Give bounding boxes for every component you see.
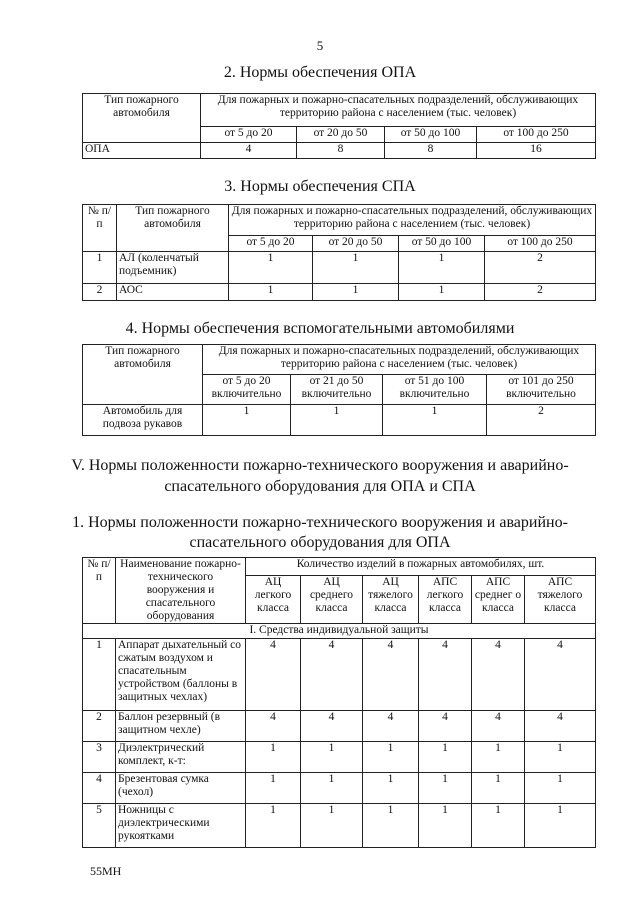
cell-value: 1 <box>525 804 596 848</box>
cell-value: 1 <box>419 742 472 773</box>
section-3-title: 3. Нормы обеспечения СПА <box>224 178 416 195</box>
cell-value: 1 <box>301 742 363 773</box>
cell-value: 2 <box>487 405 596 436</box>
vehicle-class-header: АЦ среднего класса <box>301 575 363 623</box>
cell-value: 1 <box>363 773 419 804</box>
row-number: 4 <box>83 773 116 804</box>
cell-value: 2 <box>485 284 596 301</box>
cell-value: 1 <box>313 284 399 301</box>
cell-value: 4 <box>201 143 297 159</box>
footer-code: 55МН <box>90 864 122 878</box>
col-equipment-name: Наименование пожарно-технического вооружения и спасательного оборудования <box>116 558 246 624</box>
cell-value: 1 <box>246 804 301 848</box>
section-4-title: 4. Нормы обеспечения вспомогательными автомобилями <box>125 320 515 337</box>
col-vehicle-type: Тип пожарного автомобиля <box>117 205 229 252</box>
page-number: 5 <box>316 38 324 53</box>
cell-value: 8 <box>297 143 385 159</box>
cell-value: 4 <box>363 711 419 742</box>
cell-value: 1 <box>472 742 525 773</box>
row-number: 2 <box>83 711 116 742</box>
equipment-norms-table <box>82 557 596 848</box>
cell-value: 1 <box>363 742 419 773</box>
cell-value: 4 <box>419 711 472 742</box>
cell-value: 1 <box>246 742 301 773</box>
row-name: Ножницы с диэлектрическими рукоятками <box>116 804 246 848</box>
cell-value: 4 <box>419 639 472 711</box>
col-units-header: Для пожарных и пожарно-спасательных подразделений, обслуживающих территорию района с населением (тыс. человек) <box>201 94 596 127</box>
row-name: Автомобиль для подвоза рукавов <box>83 405 203 436</box>
opa-norms-table <box>82 93 596 159</box>
cell-value: 1 <box>472 773 525 804</box>
range-header: от 5 до 20 включительно <box>203 375 291 405</box>
col-vehicle-type: Тип пожарного автомобиля <box>83 94 201 143</box>
cell-value: 4 <box>301 639 363 711</box>
subsection-1-title-line1: 1. Нормы положенности пожарно-технического вооружения и аварийно- <box>72 514 568 531</box>
cell-value: 4 <box>246 639 301 711</box>
cell-value: 16 <box>477 143 596 159</box>
cell-value: 1 <box>363 804 419 848</box>
row-number: 5 <box>83 804 116 848</box>
cell-value: 1 <box>525 742 596 773</box>
auxiliary-vehicles-table <box>82 344 596 436</box>
chapter-v-title-line1: V. Нормы положенности пожарно-технического вооружения и аварийно- <box>71 457 569 474</box>
cell-value: 1 <box>246 773 301 804</box>
col-vehicle-type: Тип пожарного автомобиля <box>83 345 203 405</box>
range-header: от 50 до 100 <box>399 236 485 252</box>
spa-norms-table <box>82 204 596 301</box>
cell-value: 2 <box>485 252 596 284</box>
vehicle-class-header: АЦ легкого класса <box>246 575 301 623</box>
range-header: от 101 до 250 включительно <box>487 375 596 405</box>
vehicle-class-header: АПС легкого класса <box>419 575 472 623</box>
subsection-1-title-line2: спасательного оборудования для ОПА <box>189 534 451 551</box>
col-units-header: Для пожарных и пожарно-спасательных подразделений, обслуживающих территорию района с населением (тыс. человек) <box>229 205 596 236</box>
col-units-header: Для пожарных и пожарно-спасательных подразделений, обслуживающих территорию района с населением (тыс. человек) <box>203 345 596 375</box>
cell-value: 4 <box>525 639 596 711</box>
row-name: Диэлектрический комплект, к-т: <box>116 742 246 773</box>
cell-value: 4 <box>301 711 363 742</box>
range-header: от 5 до 20 <box>229 236 313 252</box>
range-header: от 21 до 50 включительно <box>291 375 383 405</box>
row-number: 2 <box>83 284 117 301</box>
cell-value: 1 <box>229 284 313 301</box>
range-header: от 50 до 100 <box>385 127 477 143</box>
row-name: Баллон резервный (в защитном чехле) <box>116 711 246 742</box>
range-header: от 20 до 50 <box>297 127 385 143</box>
cell-value: 8 <box>385 143 477 159</box>
cell-value: 1 <box>419 773 472 804</box>
cell-value: 1 <box>383 405 487 436</box>
range-header: от 5 до 20 <box>201 127 297 143</box>
row-name: АОС <box>117 284 229 301</box>
vehicle-class-header: АПС среднег о класса <box>472 575 525 623</box>
cell-value: 1 <box>399 252 485 284</box>
row-number: 3 <box>83 742 116 773</box>
vehicle-class-header: АПС тяжелого класса <box>525 575 596 623</box>
row-name: АЛ (коленчатый подъемник) <box>117 252 229 284</box>
cell-value: 1 <box>472 804 525 848</box>
range-header: от 100 до 250 <box>477 127 596 143</box>
cell-value: 4 <box>525 711 596 742</box>
cell-value: 1 <box>301 804 363 848</box>
cell-value: 4 <box>363 639 419 711</box>
section-2-title: 2. Нормы обеспечения ОПА <box>223 64 417 81</box>
cell-value: 1 <box>419 804 472 848</box>
range-header: от 51 до 100 включительно <box>383 375 487 405</box>
cell-value: 4 <box>472 711 525 742</box>
cell-value: 1 <box>525 773 596 804</box>
range-header: от 20 до 50 <box>313 236 399 252</box>
col-number: № п/п <box>83 205 117 252</box>
cell-value: 1 <box>203 405 291 436</box>
vehicle-class-header: АЦ тяжелого класса <box>363 575 419 623</box>
col-number: № п/п <box>83 558 116 624</box>
section-row-ppe: I. Средства индивидуальной защиты <box>83 624 596 639</box>
cell-value: 4 <box>246 711 301 742</box>
chapter-v-title-line2: спасательного оборудования для ОПА и СПА <box>164 478 476 495</box>
cell-value: 4 <box>472 639 525 711</box>
range-header: от 100 до 250 <box>485 236 596 252</box>
row-name: ОПА <box>83 143 201 159</box>
cell-value: 1 <box>301 773 363 804</box>
row-number: 1 <box>83 639 116 711</box>
col-quantity-header: Количество изделий в пожарных автомобилях, шт. <box>246 558 596 576</box>
cell-value: 1 <box>313 252 399 284</box>
cell-value: 1 <box>229 252 313 284</box>
row-name: Аппарат дыхательный со сжатым воздухом и спасательным устройством (баллоны в защитных чехлах) <box>116 639 246 711</box>
row-name: Брезентовая сумка (чехол) <box>116 773 246 804</box>
cell-value: 1 <box>291 405 383 436</box>
cell-value: 1 <box>399 284 485 301</box>
row-number: 1 <box>83 252 117 284</box>
